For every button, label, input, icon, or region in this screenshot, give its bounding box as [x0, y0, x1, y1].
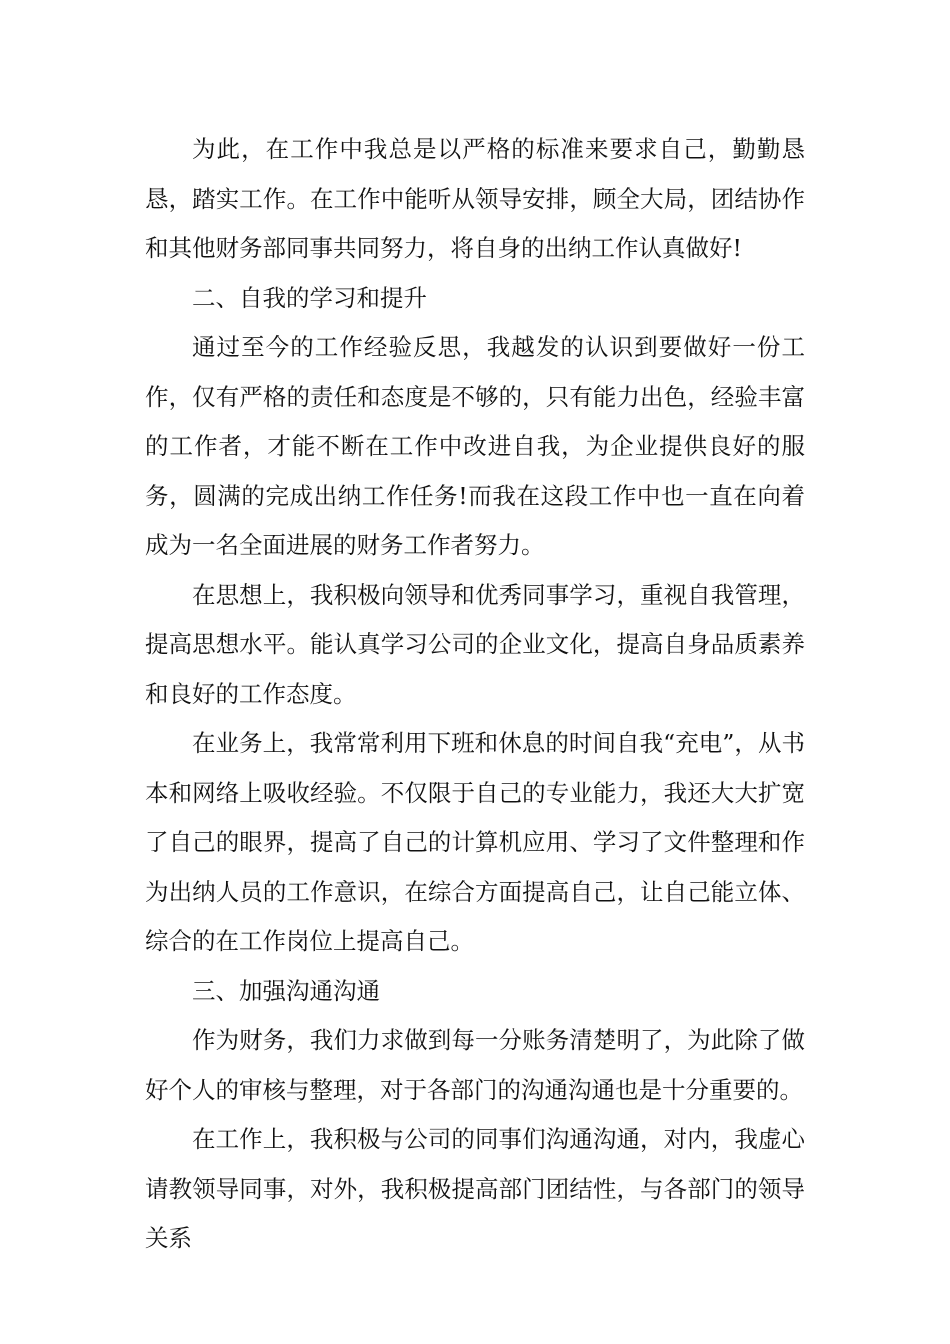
paragraph-diligence: 为此，在工作中我总是以严格的标准来要求自己，勤勤恳恳，踏实工作。在工作中能听从领导安排，顾全大局，团结协作和其他财务部同事共同努力，将自身的出纳工作认真做好!: [145, 135, 805, 262]
section-heading-learning: 二、自我的学习和提升: [192, 283, 427, 312]
document-body: [145, 125, 805, 1264]
section-heading-communication: 三、加强沟通沟通: [192, 976, 380, 1005]
paragraph-thinking: 在思想上，我积极向领导和优秀同事学习，重视自我管理，提高思想水平。能认真学习公司的企业文化，提高自身品质素养和良好的工作态度。: [145, 580, 805, 708]
paragraph-work-communication: 在工作上，我积极与公司的同事们沟通沟通，对内，我虚心请教领导同事，对外，我积极提高部门团结性，与各部门的领导关系: [145, 1125, 805, 1252]
paragraph-business: 在业务上，我常常利用下班和休息的时间自我“充电”，从书本和网络上吸收经验。不仅限于自己的专业能力，我还大大扩宽了自己的眼界，提高了自己的计算机应用、学习了文件整理和作为出纳人员的工作意识，在综合方面提高自己，让自己能立体、综合的在工作岗位上提高自己。: [145, 729, 805, 955]
paragraph-reflection: 通过至今的工作经验反思，我越发的认识到要做好一份工作，仅有严格的责任和态度是不够的，只有能力出色，经验丰富的工作者，才能不断在工作中改进自我，为企业提供良好的服务，圆满的完成出纳工作任务!而我在这段工作中也一直在向着成为一名全面进展的财务工作者努力。: [145, 333, 805, 559]
paragraph-finance: 作为财务，我们力求做到每一分账务清楚明了，为此除了做好个人的审核与整理，对于各部门的沟通沟通也是十分重要的。: [145, 1026, 805, 1104]
